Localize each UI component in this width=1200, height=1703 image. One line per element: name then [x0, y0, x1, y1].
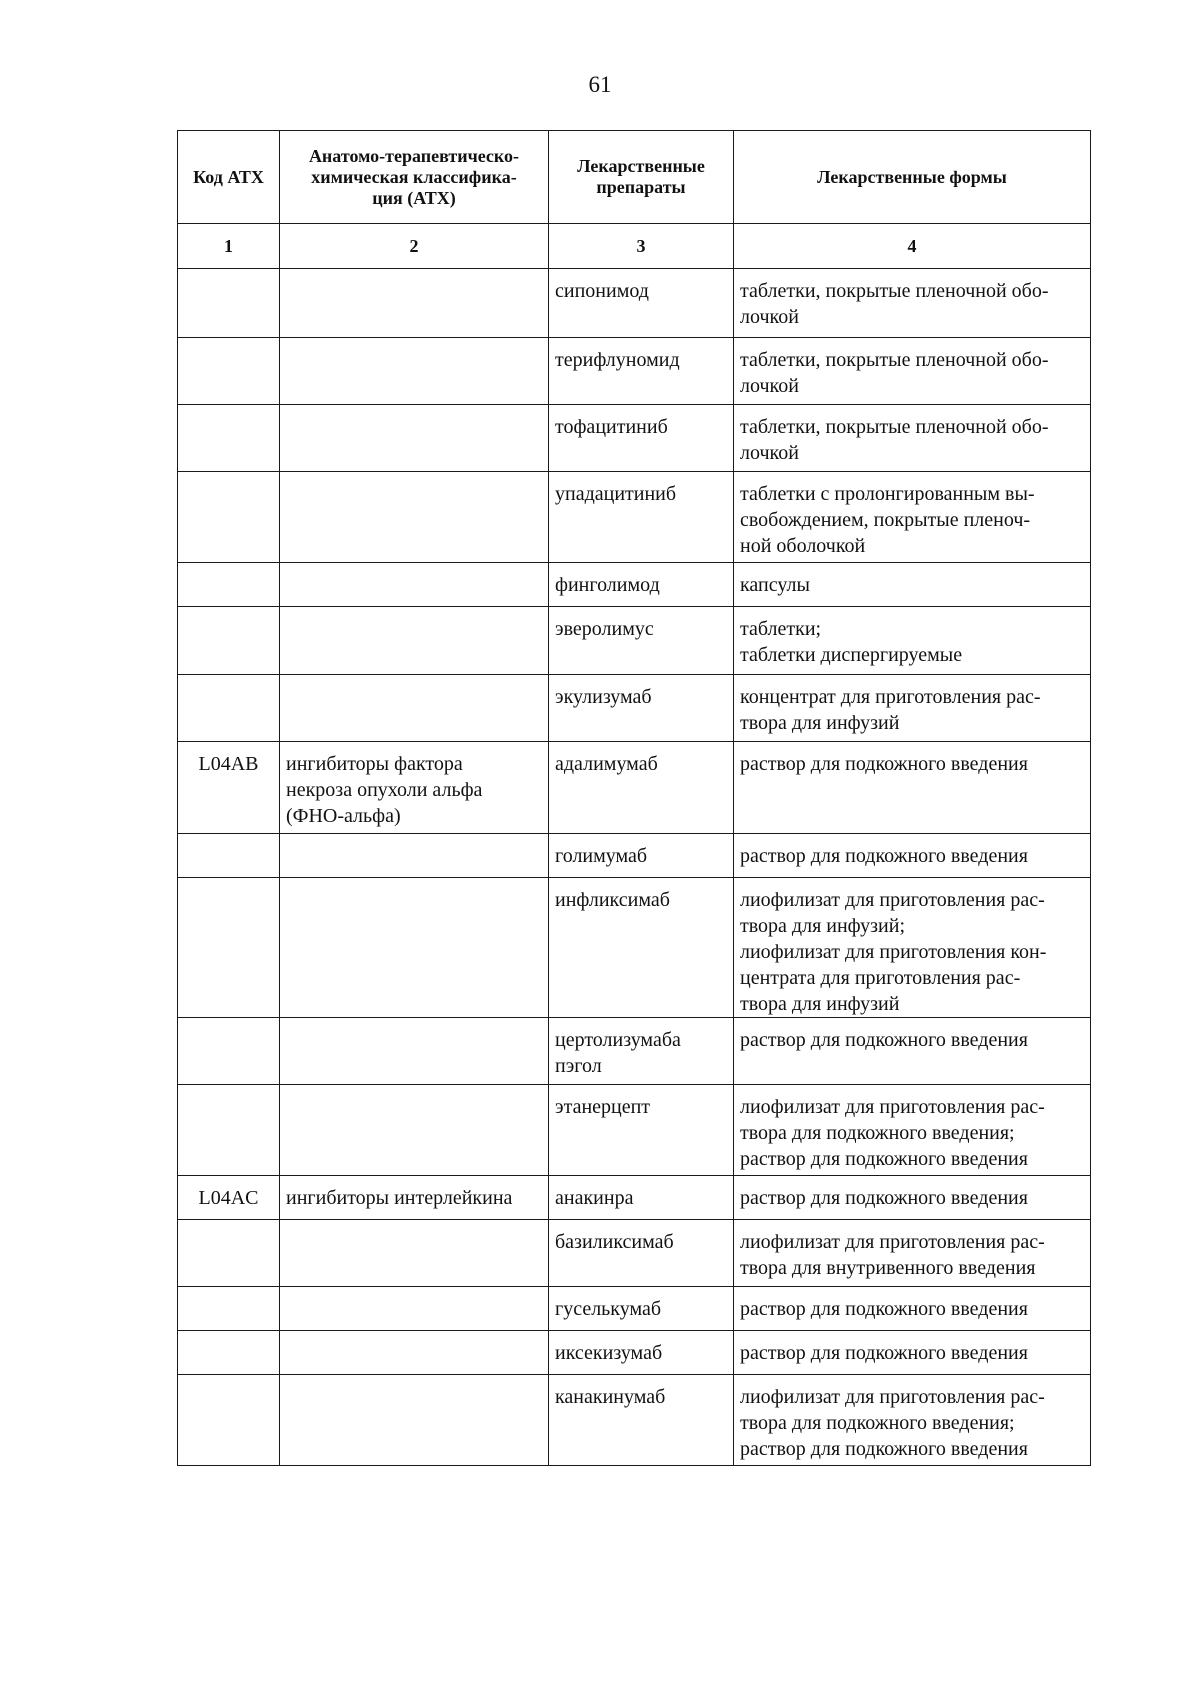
cell-text-line: лиофилизат для приготовления рас- [740, 1231, 1045, 1253]
cell-text-line: голимумаб [555, 845, 648, 867]
drug-name-cell [549, 405, 734, 472]
drug-name-cell [549, 878, 734, 1018]
cell-text-line: раствор для подкожного введения [740, 1187, 1028, 1209]
drug-name-cell [549, 607, 734, 675]
classification-cell [280, 1085, 549, 1176]
dosage-form-cell [734, 1085, 1091, 1176]
cell-text-line: инфликсимаб [555, 889, 670, 911]
dosage-form-cell [734, 269, 1091, 338]
classification-cell [280, 1375, 549, 1466]
column-number: 4 [734, 224, 1091, 269]
atx-code-cell: L04AB [178, 742, 280, 834]
cell-text-line: упадацитиниб [555, 483, 677, 505]
dosage-form-cell [734, 1018, 1091, 1085]
atx-classification-header [280, 131, 549, 224]
table-row [178, 563, 1091, 607]
cell-text-line: терифлуномид [555, 349, 680, 371]
cell-text-line: твора для инфузий [740, 712, 900, 734]
drug-name-cell [549, 1287, 734, 1331]
classification-cell [280, 472, 549, 563]
cell-text-line: таблетки; [740, 618, 822, 640]
cell-text-line: экулизумаб [555, 686, 652, 708]
cell-text-line: лиофилизат для приготовления рас- [740, 1386, 1045, 1408]
table-row [178, 607, 1091, 675]
classification-cell [280, 834, 549, 878]
cell-text-line: (ФНО-альфа) [286, 805, 401, 827]
table-row [178, 472, 1091, 563]
cell-text-line: раствор для подкожного введения [740, 1298, 1028, 1320]
dosage-form-cell [734, 1176, 1091, 1220]
cell-text-line: цертолизумаба [555, 1029, 681, 1051]
cell-text-line: раствор для подкожного введения [740, 845, 1028, 867]
table-row [178, 1176, 1091, 1220]
table-row [178, 1287, 1091, 1331]
classification-cell [280, 1176, 549, 1220]
cell-text-line: базиликсимаб [555, 1231, 674, 1253]
cell-text-line: эверолимус [555, 618, 654, 640]
cell-text-line: раствор для подкожного введения [740, 1148, 1028, 1170]
drug-name-cell [549, 563, 734, 607]
classification-cell [280, 405, 549, 472]
column-number: 2 [280, 224, 549, 269]
table-row [178, 675, 1091, 742]
cell-text-line: адалимумаб [555, 753, 658, 775]
cell-text-line: ингибиторы фактора [286, 753, 463, 775]
cell-text-line: раствор для подкожного введения [740, 753, 1028, 775]
cell-text-line: ной оболочкой [740, 535, 866, 557]
atx-code-cell [178, 878, 280, 1018]
cell-text-line: твора для подкожного введения; [740, 1122, 1015, 1144]
column-number-row [178, 224, 1091, 269]
cell-text-line: анакинра [555, 1187, 634, 1209]
classification-cell [280, 1220, 549, 1287]
cell-text-line: пэгол [555, 1055, 602, 1077]
classification-cell [280, 742, 549, 834]
cell-text-line: Лекарственные формы [817, 166, 1007, 187]
atx-code-cell [178, 563, 280, 607]
cell-text-line: лиофилизат для приготовления рас- [740, 1096, 1045, 1118]
classification-cell [280, 607, 549, 675]
cell-text-line: таблетки, покрытые пленочной обо- [740, 349, 1049, 371]
atx-code-cell [178, 675, 280, 742]
cell-text-line: лиофилизат для приготовления кон- [740, 941, 1047, 963]
table-row [178, 1220, 1091, 1287]
cell-text-line: тофацитиниб [555, 416, 668, 438]
cell-text-line: Код АТХ [193, 166, 264, 187]
cell-text-line: твора для подкожного введения; [740, 1412, 1015, 1434]
dosage-form-cell [734, 405, 1091, 472]
cell-text-line: ингибиторы интерлейкина [286, 1187, 513, 1209]
table-row [178, 269, 1091, 338]
atx-code-cell [178, 1018, 280, 1085]
cell-text-line: Лекарственные [577, 156, 705, 176]
cell-text-line: химическая классифика- [311, 166, 517, 187]
cell-text-line: твора для инфузий; [740, 915, 906, 937]
cell-text-line: сипонимод [555, 280, 649, 302]
drug-name-cell [549, 834, 734, 878]
classification-cell [280, 338, 549, 405]
drug-name-cell [549, 1085, 734, 1176]
column-number: 3 [549, 224, 734, 269]
cell-text-line: центрата для приготовления рас- [740, 967, 1021, 989]
atx-code-cell [178, 607, 280, 675]
table-row [178, 1375, 1091, 1466]
drug-name-cell [549, 675, 734, 742]
table-row [178, 338, 1091, 405]
drug-name-cell [549, 269, 734, 338]
dosage-form-cell [734, 1220, 1091, 1287]
table-body [178, 269, 1091, 1466]
atx-code-header [178, 131, 280, 224]
classification-cell [280, 878, 549, 1018]
atx-code-cell [178, 338, 280, 405]
cell-text-line: капсулы [740, 574, 810, 596]
classification-cell [280, 675, 549, 742]
cell-text-line: раствор для подкожного введения [740, 1029, 1028, 1051]
dosage-form-cell [734, 742, 1091, 834]
drug-name-cell [549, 1375, 734, 1466]
cell-text-line: Анатомо-терапевтическо- [308, 145, 520, 166]
classification-cell [280, 269, 549, 338]
cell-text-line: свобождением, покрытые пленоч- [740, 509, 1031, 531]
cell-text-line: твора для инфузий [740, 993, 900, 1015]
table-header-row [178, 131, 1091, 224]
cell-text-line: препараты [596, 177, 686, 197]
classification-cell [280, 1331, 549, 1375]
dosage-form-cell [734, 338, 1091, 405]
atx-code-cell [178, 1331, 280, 1375]
cell-text-line: лочкой [740, 442, 799, 464]
table-row [178, 1085, 1091, 1176]
cell-text-line: иксекизумаб [555, 1342, 663, 1364]
atx-code-cell [178, 472, 280, 563]
cell-text-line: лочкой [740, 306, 799, 328]
table-row [178, 878, 1091, 1018]
cell-text-line: гуселькумаб [555, 1298, 662, 1320]
atx-code-cell [178, 405, 280, 472]
dosage-forms-header [734, 131, 1091, 224]
drug-name-cell [549, 1018, 734, 1085]
cell-text-line: лочкой [740, 375, 799, 397]
drug-name-cell [549, 742, 734, 834]
atx-drug-table [177, 130, 1091, 1466]
table-row [178, 1331, 1091, 1375]
cell-text-line: таблетки, покрытые пленочной обо- [740, 280, 1049, 302]
cell-text-line: этанерцепт [555, 1096, 651, 1118]
drug-name-cell [549, 1220, 734, 1287]
atx-code-cell [178, 834, 280, 878]
atx-code-cell [178, 1085, 280, 1176]
cell-text-line: раствор для подкожного введения [740, 1342, 1028, 1364]
dosage-form-cell [734, 1375, 1091, 1466]
dosage-form-cell [734, 472, 1091, 563]
cell-text-line: таблетки, покрытые пленочной обо- [740, 416, 1049, 438]
cell-text-line: твора для внутривенного введения [740, 1257, 1036, 1279]
drug-name-cell [549, 338, 734, 405]
table-row [178, 742, 1091, 834]
drug-name-cell [549, 1331, 734, 1375]
column-number: 1 [178, 224, 280, 269]
dosage-form-cell [734, 675, 1091, 742]
cell-text-line: некроза опухоли альфа [286, 779, 483, 801]
table-row [178, 1018, 1091, 1085]
atx-code-cell: L04AC [178, 1176, 280, 1220]
atx-code-cell [178, 269, 280, 338]
cell-text-line: раствор для подкожного введения [740, 1438, 1028, 1460]
cell-text-line: таблетки диспергируемые [740, 644, 963, 666]
classification-cell [280, 1287, 549, 1331]
dosage-form-cell [734, 834, 1091, 878]
atx-code-cell [178, 1375, 280, 1466]
cell-text-line: таблетки с пролонгированным вы- [740, 483, 1035, 505]
cell-text-line: концентрат для приготовления рас- [740, 686, 1041, 708]
atx-code-cell [178, 1287, 280, 1331]
drug-name-cell [549, 472, 734, 563]
table-row [178, 405, 1091, 472]
cell-text-line: лиофилизат для приготовления рас- [740, 889, 1045, 911]
dosage-form-cell [734, 563, 1091, 607]
drug-name-cell [549, 1176, 734, 1220]
page-number: 61 [588, 72, 612, 97]
classification-cell [280, 563, 549, 607]
table-row [178, 834, 1091, 878]
cell-text-line: канакинумаб [555, 1386, 666, 1408]
cell-text-line: ция (АТХ) [372, 187, 456, 208]
dosage-form-cell [734, 1287, 1091, 1331]
dosage-form-cell [734, 607, 1091, 675]
dosage-form-cell [734, 1331, 1091, 1375]
atx-code-cell [178, 1220, 280, 1287]
dosage-form-cell [734, 878, 1091, 1018]
drugs-header [549, 131, 734, 224]
cell-text-line: финголимод [555, 574, 660, 596]
classification-cell [280, 1018, 549, 1085]
